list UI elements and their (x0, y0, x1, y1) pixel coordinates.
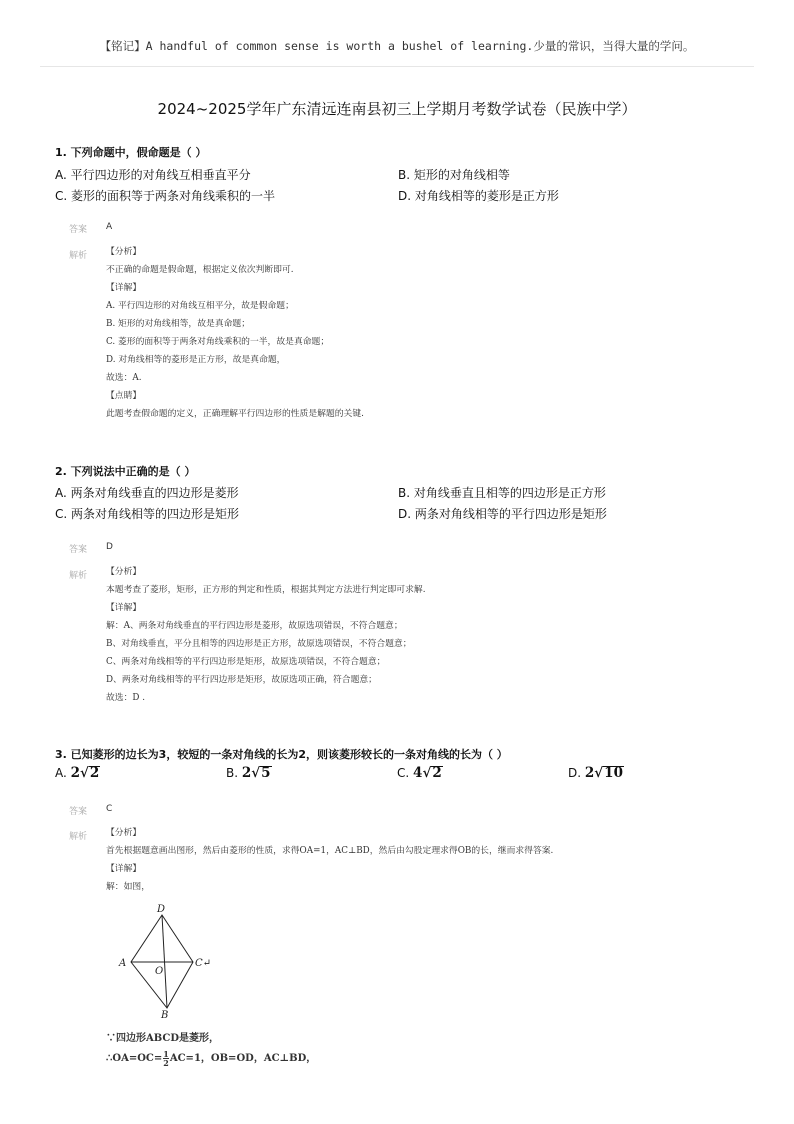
fraction-one-half: $\frac{1}{2}$ (163, 1049, 169, 1068)
explanation-line: 【分析】 (106, 247, 142, 257)
explanation-line: 【分析】 (106, 828, 142, 838)
motto-line: 【铭记】A handful of common sense is worth a bushel of learning.少量的常识，当得大量的学问。 (99, 39, 695, 53)
vertex-label-d: D (157, 904, 166, 915)
question-3-option-d: D. 2√10 (568, 765, 623, 781)
question-3-stem: 3. 已知菱形的边长为3，较短的一条对角线的长为2，则该菱形较长的一条对角线的长为（ ） (55, 748, 508, 761)
question-2-option-c: C. 两条对角线相等的四边形是矩形 (55, 507, 240, 521)
question-3-option-a: A. 2√2 (55, 765, 100, 781)
explanation-line: B、对角线垂直，平分且相等的四边形是正方形，故原选项错误，不符合题意； (106, 639, 412, 649)
explanation-line: B. 矩形的对角线相等，故是真命题； (106, 319, 251, 329)
question-2-answer: D (106, 542, 113, 552)
rhombus-figure (115, 900, 225, 1020)
question-1-answer-label: 答案 (69, 225, 88, 235)
explanation-line: 本题考查了菱形，矩形，正方形的判定和性质，根据其判定方法进行判定即可求解. (106, 585, 426, 595)
explanation-line: 故选：A. (106, 373, 142, 383)
question-3-option-c: C. 4√2 (397, 765, 442, 781)
page-title: 2024~2025学年广东清远连南县初三上学期月考数学试卷（民族中学） (157, 100, 637, 118)
question-1-option-c: C. 菱形的面积等于两条对角线乘积的一半 (55, 189, 276, 203)
question-2-option-b: B. 对角线垂直且相等的四边形是正方形 (398, 486, 606, 500)
explanation-line: D、两条对角线相等的平行四边形是矩形，故原选项正确，符合题意； (106, 675, 377, 685)
question-3-analysis-label: 解析 (69, 832, 88, 842)
question-2-analysis-label: 解析 (69, 571, 88, 581)
explanation-line: 首先根据题意画出图形，然后由菱形的性质，求得OA=1，AC⊥BD，然后由勾股定理求得OB的长，继而求得答案. (106, 846, 554, 856)
question-1-answer: A (106, 222, 113, 232)
explanation-line: 不正确的命题是假命题，根据定义依次判断即可. (106, 265, 294, 275)
explanation-line: A. 平行四边形的对角线互相平分，故是假命题； (106, 301, 294, 311)
explanation-line: 【点睛】 (106, 391, 142, 401)
question-2-answer-label: 答案 (69, 545, 88, 555)
question-3-after-figure (106, 1030, 316, 1070)
question-2-option-d: D. 两条对角线相等的平行四边形是矩形 (398, 507, 607, 521)
question-1-option-d: D. 对角线相等的菱形是正方形 (398, 189, 559, 203)
vertex-label-a: A (119, 958, 127, 969)
question-3-explanation (106, 824, 553, 896)
explanation-line: 解：A、两条对角线垂直的平行四边形是菱形，故原选项错误，不符合题意； (106, 621, 403, 631)
explanation-line: 解：如图， (106, 882, 150, 892)
explanation-line: 【详解】 (106, 603, 142, 613)
explanation-line: C、两条对角线相等的平行四边形是矩形，故原选项错误，不符合题意； (106, 657, 386, 667)
motto-divider (40, 66, 754, 67)
explanation-line: 此题考查假命题的定义，正确理解平行四边形的性质是解题的关键. (106, 409, 364, 419)
explanation-line: C. 菱形的面积等于两条对角线乘积的一半，故是真命题； (106, 337, 330, 347)
explanation-line: ∵四边形ABCD是菱形， (106, 1033, 220, 1044)
question-1-option-b: B. 矩形的对角线相等 (398, 168, 510, 182)
vertex-label-c: C↵ (195, 958, 212, 969)
explanation-line: 【分析】 (106, 567, 142, 577)
center-label-o: O (155, 966, 164, 977)
question-2-option-a: A. 两条对角线垂直的四边形是菱形 (55, 486, 239, 500)
explanation-line: 【详解】 (106, 283, 142, 293)
question-1-option-a: A. 平行四边形的对角线互相垂直平分 (55, 168, 251, 182)
question-2-explanation (106, 563, 426, 707)
explanation-line: 【详解】 (106, 864, 142, 874)
explanation-line: D. 对角线相等的菱形是正方形，故是真命题， (106, 355, 286, 365)
question-3-option-b: B. 2√5 (226, 765, 271, 781)
question-3-answer: C (106, 804, 113, 814)
question-2-stem: 2. 下列说法中正确的是（ ） (55, 465, 196, 478)
question-1-stem: 1. 下列命题中，假命题是（ ） (55, 146, 207, 159)
explanation-line: 故选：D . (106, 693, 146, 703)
question-1-explanation (106, 243, 364, 423)
explanation-line: ∴OA=OC= $\frac{1}{2}$ AC=1，OB=OD，AC⊥BD， (106, 1049, 317, 1068)
vertex-label-b: B (161, 1010, 169, 1020)
question-3-answer-label: 答案 (69, 807, 88, 817)
question-1-analysis-label: 解析 (69, 251, 88, 261)
